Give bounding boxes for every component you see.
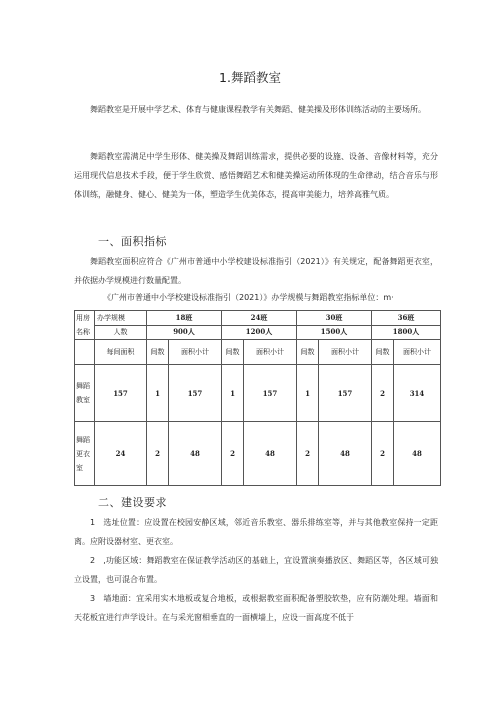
- row-name-changing-room: 舞蹈更衣室: [75, 422, 95, 486]
- cell-value: 157: [95, 365, 147, 422]
- cell-value: 2: [222, 422, 244, 486]
- table-row: [75, 311, 441, 326]
- table-row: [75, 340, 441, 365]
- table-row: [75, 422, 441, 486]
- cell-value: 24: [95, 422, 147, 486]
- cell-value: 157: [169, 365, 222, 422]
- header-class-18: 18班: [147, 311, 222, 326]
- subheader-area-subtotal: 面积小计: [394, 340, 441, 365]
- requirement-location: 1 选址位置：应设置在校园安静区域，邻近音乐教室、器乐排练室等，并与其他教室保持一定距离。应附设器材室、更衣室。: [74, 518, 438, 546]
- header-people-1800: 1800人: [372, 325, 441, 340]
- cell-value: 1: [147, 365, 169, 422]
- section-heading-area: 一、面积指标: [98, 235, 167, 248]
- row-name-dance-room: 舞蹈教室: [75, 365, 95, 422]
- header-corner: 用房名称: [75, 311, 95, 340]
- header-people-label: 人数: [95, 325, 147, 340]
- cell-value: 48: [319, 422, 372, 486]
- cell-value: 2: [372, 365, 394, 422]
- intro-paragraph-1: 舞蹈教室是开展中学艺术、体育与健康课程教学有关舞蹈、健美操及形体训练活动的主要场所。: [90, 105, 426, 114]
- subheader-count: 间数: [222, 340, 244, 365]
- subheader-area-subtotal: 面积小计: [169, 340, 222, 365]
- cell-value: 157: [319, 365, 372, 422]
- header-people-1200: 1200人: [222, 325, 297, 340]
- cell-value: 1: [222, 365, 244, 422]
- empty-cell: [75, 340, 95, 365]
- header-class-30: 30班: [297, 311, 372, 326]
- cell-value: 157: [244, 365, 297, 422]
- cell-value: 2: [297, 422, 319, 486]
- intro-paragraph-2: 舞蹈教室需满足中学生形体、健美操及舞蹈训练需求，提供必要的设施、设备、音像材料等，充分运用现代信息技术手段，便于学生欣赏、感悟舞蹈艺术和健美操运动所体现的生命律动，结合音乐与形体训练，融健身、健心、健美为一体，塑造学生优美体态，提高审美能力，培养高雅气质。: [74, 152, 438, 199]
- cell-value: 314: [394, 365, 441, 422]
- header-scale-label: 办学规模: [95, 311, 147, 326]
- subheader-count: 间数: [372, 340, 394, 365]
- page-title: 1.舞蹈教室: [219, 70, 281, 85]
- section-heading-requirements: 二、建设要求: [98, 496, 167, 509]
- cell-value: 1: [297, 365, 319, 422]
- area-spec-table: [74, 310, 441, 486]
- table-caption: 《广州市普通中小学校建设标准指引（2021）》办学规模与舞蹈教室指标单位：m·: [103, 293, 394, 302]
- cell-value: 2: [147, 422, 169, 486]
- cell-value: 2: [372, 422, 394, 486]
- subheader-area-subtotal: 面积小计: [319, 340, 372, 365]
- subheader-count: 间数: [297, 340, 319, 365]
- header-class-24: 24班: [222, 311, 297, 326]
- requirement-walls-floor: 3 墙地面：宜采用实木地板或复合地板，或根据教室面积配备塑胶软垫，应有防潮处理。墙面和天花板宜进行声学设计。在与采光窗相垂直的一面横墙上，应设一面高度不低于: [74, 594, 438, 622]
- area-paragraph: 舞蹈教室面积应符合《广州市普通中小学校建设标准指引（2021）》有关规定，配备舞蹈更衣室，并依据办学规模进行数量配置。: [74, 257, 438, 285]
- header-people-1500: 1500人: [297, 325, 372, 340]
- header-class-36: 36班: [372, 311, 441, 326]
- requirement-functional-area: 2 ,功能区域：舞蹈教室在保证教学活动区的基础上，宜设置演奏播放区、舞蹈区等，各区域可独立设置，也可混合布置。: [74, 556, 438, 584]
- cell-value: 48: [244, 422, 297, 486]
- subheader-unit-area: 每间面积: [95, 340, 147, 365]
- cell-value: 48: [394, 422, 441, 486]
- table-row: [75, 325, 441, 340]
- cell-value: 48: [169, 422, 222, 486]
- table-row: [75, 365, 441, 422]
- subheader-count: 间数: [147, 340, 169, 365]
- subheader-area-subtotal: 面积小计: [244, 340, 297, 365]
- header-people-900: 900人: [147, 325, 222, 340]
